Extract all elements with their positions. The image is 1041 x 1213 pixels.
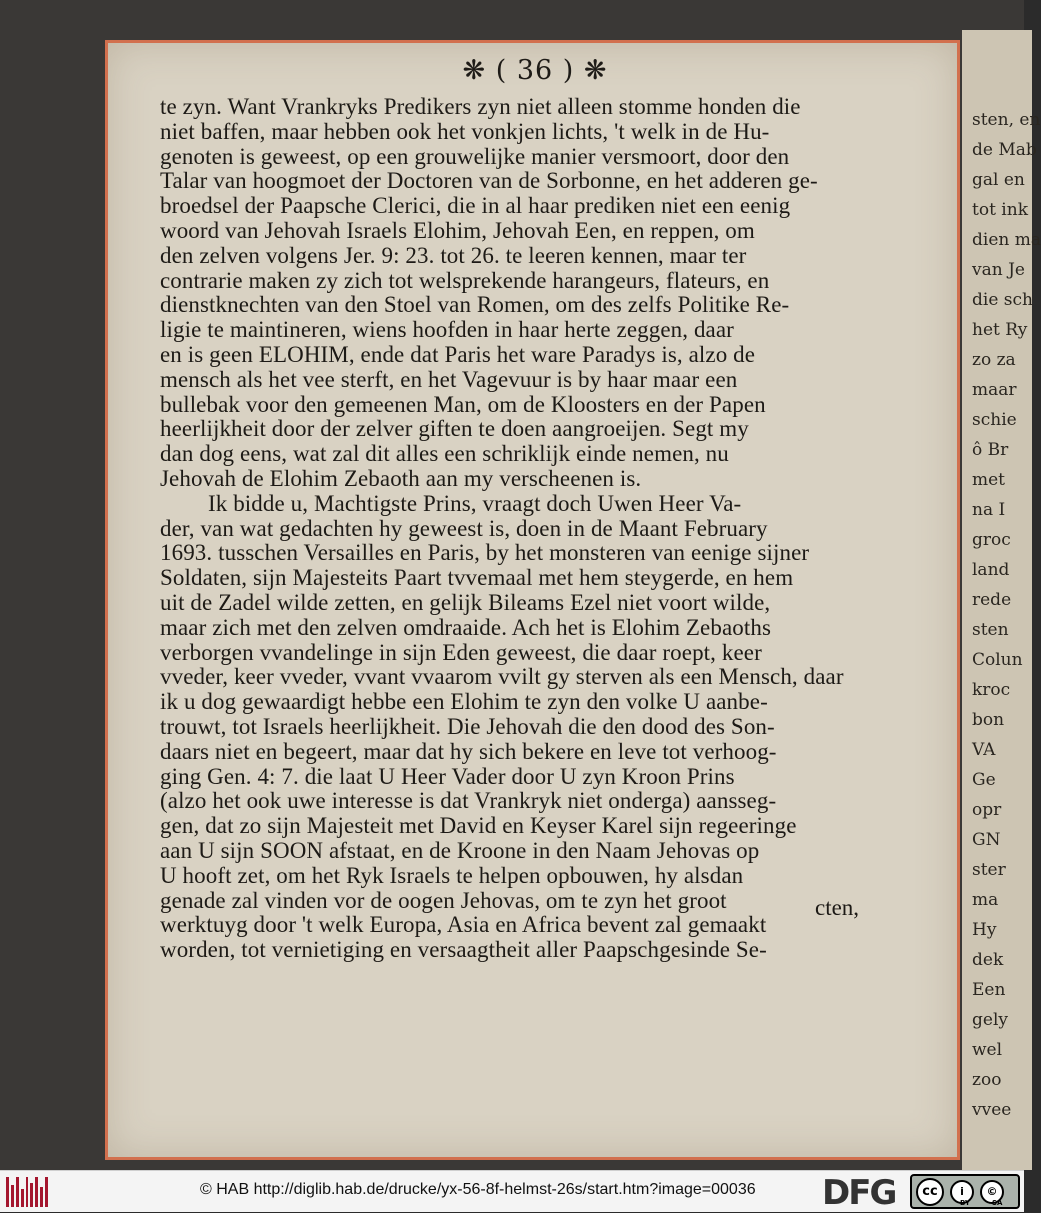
adjacent-page-fragment: het Ry: [972, 320, 1028, 340]
adjacent-page-fragment: gal en: [972, 170, 1025, 190]
adjacent-page-fragment: dien ma: [972, 230, 1041, 250]
adjacent-page-fragment: die sch: [972, 290, 1033, 310]
page-header: ❋ ( 36 ) ❋: [462, 55, 608, 86]
text-line: maar zich met den zelven omdraaide. Ach het is Elohim Zebaoths: [160, 614, 772, 640]
adjacent-page-fragment: schie: [972, 410, 1017, 430]
adjacent-page-fragment: na I: [972, 500, 1006, 520]
adjacent-page-fragment: sten, en: [972, 110, 1041, 130]
by-icon: i: [950, 1180, 974, 1204]
text-line: dan dog eens, wat zal dit alles een schriklijk einde nemen, nu: [160, 441, 729, 467]
adjacent-page-fragment: kroc: [972, 680, 1011, 700]
adjacent-page-fragment: wel: [972, 1040, 1003, 1060]
adjacent-page-fragment: Ge: [972, 770, 996, 790]
text-line: den zelven volgens Jer. 9: 23. tot 26. te leeren kennen, maar ter: [160, 242, 747, 268]
text-line: en is geen ELOHIM, ende dat Paris het ware Paradys is, alzo de: [160, 341, 756, 367]
adjacent-page-fragment: maar: [972, 380, 1017, 400]
text-line: Talar van hoogmoet der Doctoren van de Sorbonne, en het adderen ge-: [160, 168, 818, 194]
adjacent-page-fragment: dek: [972, 950, 1004, 970]
text-line: genoten is geweest, op een grouwelijke manier versmoort, door den: [160, 143, 790, 169]
text-line: ligie te maintineren, wiens hoofden in haar herte zeggen, daar: [160, 317, 734, 343]
text-line: genade zal vinden vor de oogen Jehovas, om te zyn het groot: [160, 887, 727, 913]
sa-label: SA: [992, 1199, 1003, 1207]
adjacent-page-fragment: Een: [972, 980, 1006, 1000]
cc-icon: cc: [916, 1178, 944, 1206]
text-line: Soldaten, sijn Majesteits Paart tvvemaal met hem steygerde, en hem: [160, 565, 794, 591]
text-line: (alzo het ook uwe interesse is dat Vrankryk niet onderga) aansseg-: [160, 788, 777, 814]
adjacent-page-fragment: land: [972, 560, 1010, 580]
text-line: aan U sijn SOON afstaat, en de Kroone in den Naam Jehovas op: [160, 837, 760, 863]
adjacent-page-fragment: opr: [972, 800, 1002, 820]
footer-bar: [0, 1170, 1024, 1212]
text-line: niet baffen, maar hebben ook het vonkjen lichts, 't welk in de Hu-: [160, 118, 770, 144]
page-text: [160, 95, 895, 963]
adjacent-page-fragment: de Mab: [972, 140, 1037, 160]
text-line: gen, dat zo sijn Majesteit met David en Keyser Karel sijn regeeringe: [160, 813, 797, 839]
text-line: 1693. tusschen Versailles en Paris, by het monsteren van eenige sijner: [160, 540, 810, 566]
dfg-logo[interactable]: DFG: [822, 1173, 896, 1213]
adjacent-page-fragment: VA: [972, 740, 996, 760]
text-line: der, van wat gedachten hy geweest is, doen in de Maant February: [160, 515, 768, 541]
text-line: vveder, keer vveder, vvant vvaarom vvilt gy sterven als een Mensch, daar: [160, 664, 844, 690]
text-line: dienstknechten van den Stoel van Romen, om des zelfs Politike Re-: [160, 292, 790, 318]
adjacent-page-fragment: Colun: [972, 650, 1023, 670]
text-line: daars niet en begeert, maar dat hy sich bekere en leve tot verhoog-: [160, 738, 777, 764]
text-line: verborgen vvandelinge in sijn Eden geweest, die daar roept, keer: [160, 639, 762, 665]
text-line: mensch als het vee sterft, en het Vagevuur is by haar maar een: [160, 366, 738, 392]
adjacent-page-fragment: rede: [972, 590, 1012, 610]
adjacent-page-fragment: van Je: [972, 260, 1025, 280]
text-line: trouwt, tot Israels heerlijkheit. Die Jehovah die den dood des Son-: [160, 713, 775, 739]
adjacent-page-fragment: ô Br: [972, 440, 1009, 460]
copyright-link[interactable]: © HAB http://diglib.hab.de/drucke/yx-56-8f-helmst-26s/start.htm?image=00036: [200, 1181, 756, 1198]
adjacent-page-fragment: zo za: [972, 350, 1016, 370]
hab-logo-icon: [6, 1177, 48, 1207]
text-line: werktuyg door 't welk Europa, Asia en Africa bevent zal gemaakt: [160, 912, 767, 938]
adjacent-page-fragment: zoo: [972, 1070, 1002, 1090]
by-label: BY: [960, 1199, 971, 1207]
adjacent-page-fragment: groc: [972, 530, 1011, 550]
adjacent-page-fragment: ster: [972, 860, 1006, 880]
text-line: contrarie maken zy zich tot welsprekende harangeurs, flateurs, en: [160, 267, 770, 293]
adjacent-page-fragment: tot ink: [972, 200, 1028, 220]
adjacent-page-edge: [962, 30, 1041, 1170]
text-line: uit de Zadel wilde zetten, en gelijk Bileams Ezel niet voort wilde,: [160, 589, 771, 615]
text-line: broedsel der Paapsche Clerici, die in al haar prediken niet een eenig: [160, 193, 791, 219]
sa-icon: ©: [980, 1180, 1004, 1204]
text-line: te zyn. Want Vrankryks Predikers zyn niet alleen stomme honden die: [160, 94, 801, 119]
adjacent-page-fragment: Hy: [972, 920, 997, 940]
adjacent-page-fragment: ma: [972, 890, 999, 910]
text-line: ik u dog gewaardigt hebbe een Elohim te zyn den volke U aanbe-: [160, 689, 768, 715]
adjacent-page-fragment: bon: [972, 710, 1005, 730]
text-line: worden, tot vernietiging en versaagtheit aller Paapschgesinde Se-: [160, 937, 767, 963]
text-line: bullebak voor den gemeenen Man, om de Kloosters en der Papen: [160, 391, 766, 417]
adjacent-page-fragment: met: [972, 470, 1006, 490]
adjacent-page-fragment: sten: [972, 620, 1009, 640]
cc-license-badge[interactable]: [910, 1174, 1020, 1209]
adjacent-page-fragment: vvee: [972, 1100, 1012, 1120]
adjacent-page-fragment: GN: [972, 830, 1001, 850]
catchword: cten,: [815, 895, 860, 920]
text-line: woord van Jehovah Israels Elohim, Jehovah Een, en reppen, om: [160, 217, 755, 243]
text-line: heerlijkheit door der zelver giften te doen aangroeijen. Segt my: [160, 416, 749, 442]
text-line: Ik bidde u, Machtigste Prins, vraagt doch Uwen Heer Va-: [208, 490, 742, 516]
adjacent-page-fragment: gely: [972, 1010, 1008, 1030]
text-line: U hooft zet, om het Ryk Israels te helpen opbouwen, hy alsdan: [160, 862, 744, 888]
text-line: Jehovah de Elohim Zebaoth aan my verscheenen is.: [160, 465, 642, 491]
text-line: ging Gen. 4: 7. die laat U Heer Vader door U zyn Kroon Prins: [160, 763, 735, 789]
